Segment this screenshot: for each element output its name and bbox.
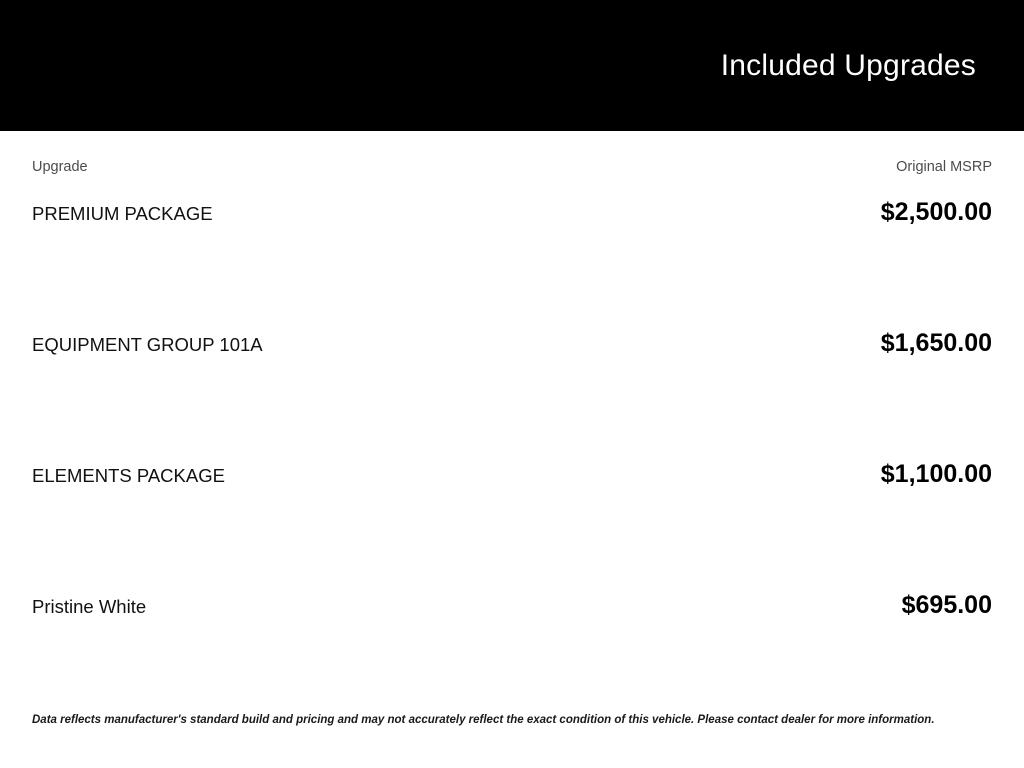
upgrade-name: Pristine White bbox=[32, 596, 147, 617]
upgrade-price: $2,500.00 bbox=[880, 198, 992, 226]
upgrade-price: $695.00 bbox=[901, 591, 992, 619]
column-header-msrp: Original MSRP bbox=[896, 159, 992, 175]
upgrades-content bbox=[0, 131, 1024, 768]
column-header-upgrade: Upgrade bbox=[32, 159, 88, 175]
page-title: Included Upgrades bbox=[720, 48, 976, 82]
upgrades-list bbox=[32, 197, 992, 721]
upgrade-name: PREMIUM PACKAGE bbox=[32, 203, 213, 224]
table-row bbox=[32, 459, 992, 590]
upgrade-name: ELEMENTS PACKAGE bbox=[32, 465, 225, 486]
table-row bbox=[32, 328, 992, 459]
table-header-row bbox=[32, 131, 992, 175]
upgrade-price: $1,100.00 bbox=[880, 460, 992, 488]
page-header bbox=[0, 0, 1024, 131]
table-row bbox=[32, 197, 992, 328]
table-row bbox=[32, 590, 992, 721]
upgrade-name: EQUIPMENT GROUP 101A bbox=[32, 334, 263, 355]
disclaimer-text: Data reflects manufacturer's standard build and pricing and may not accurately reflect the exact condition of this vehicle. Please contact dealer for more information. bbox=[32, 714, 935, 727]
upgrade-price: $1,650.00 bbox=[880, 329, 992, 357]
